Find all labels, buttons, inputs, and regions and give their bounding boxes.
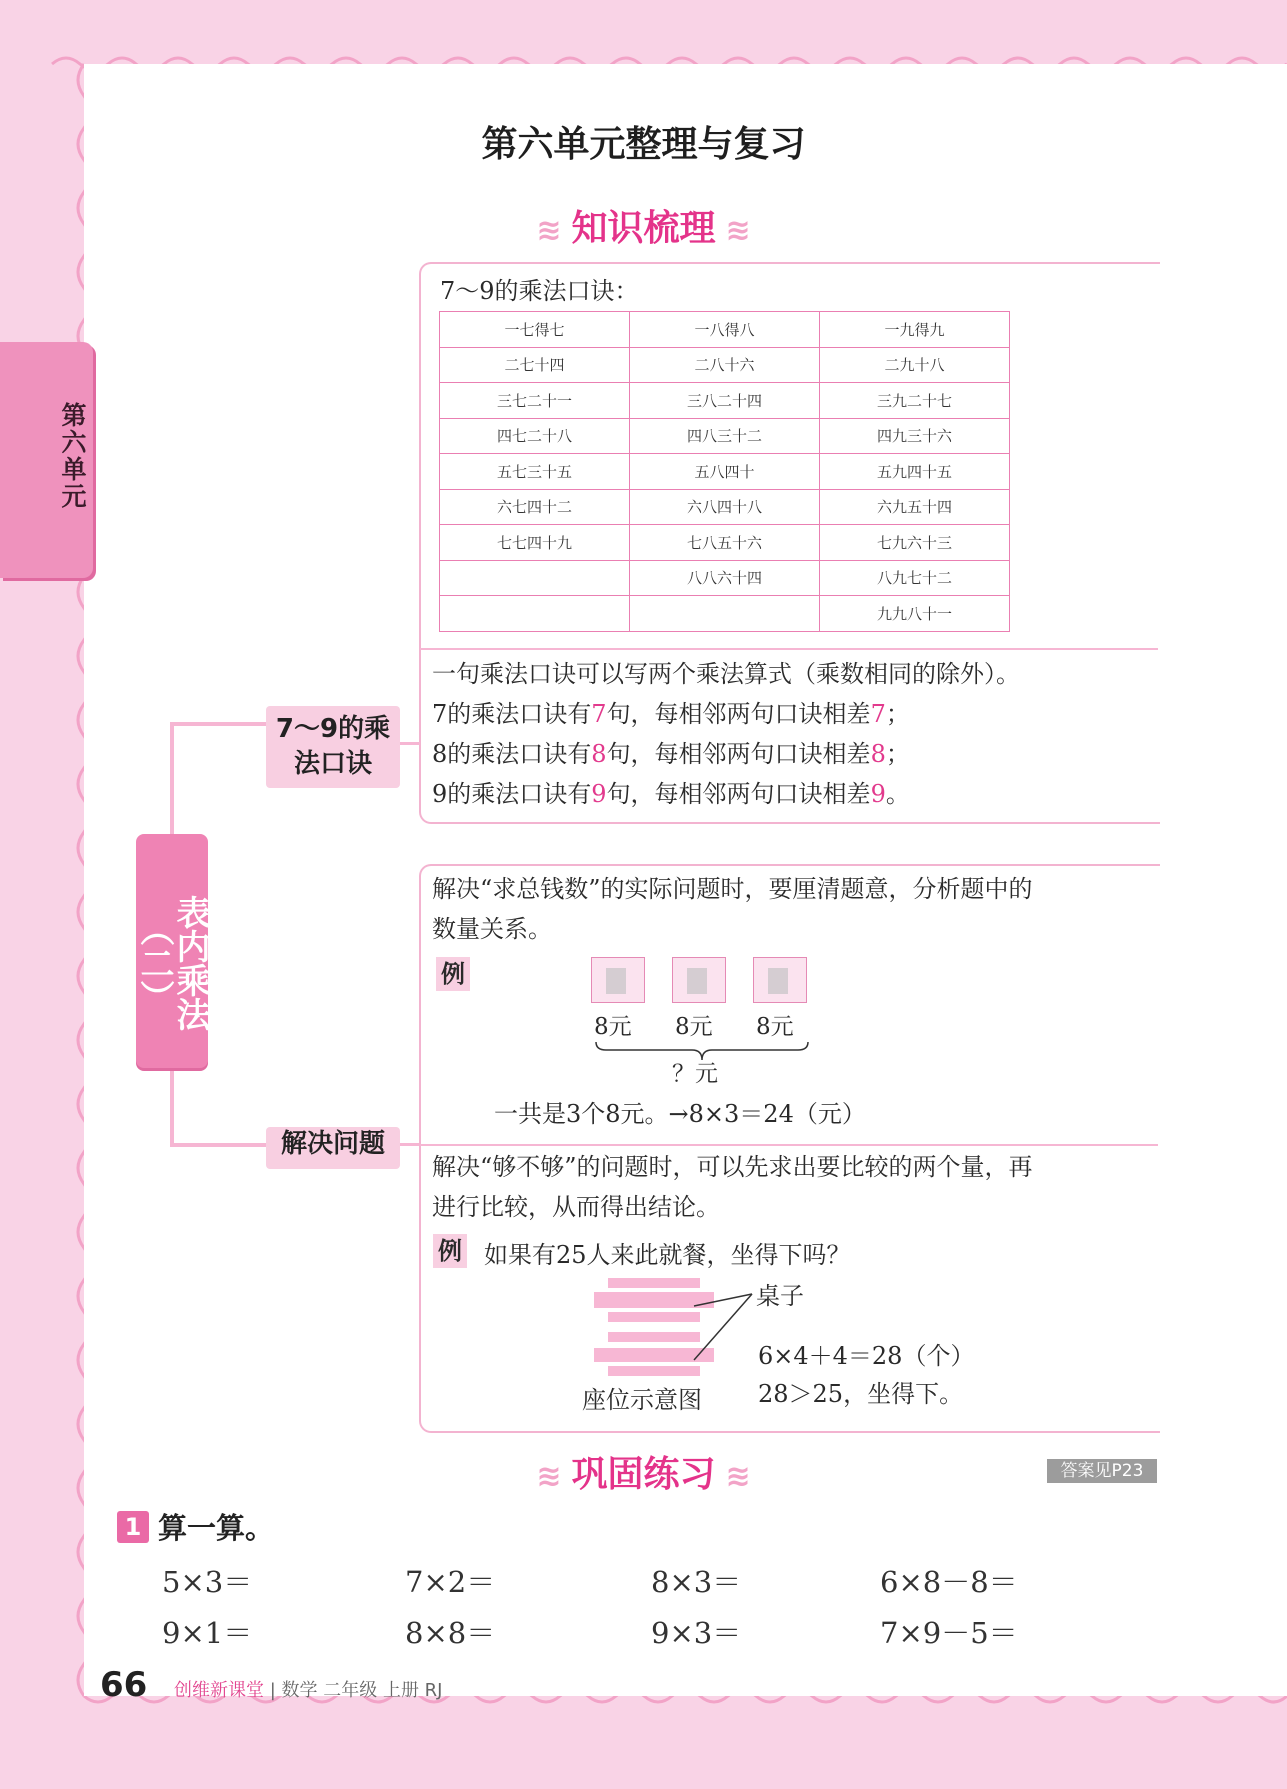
calc-item: 5×3＝ xyxy=(162,1565,253,1599)
tree-connector xyxy=(400,742,420,745)
table-cell: 一七得七 xyxy=(440,312,630,348)
wave-icon: ≋ xyxy=(536,1459,562,1494)
table-row xyxy=(440,347,1010,383)
footer-brand: 创维新课堂 xyxy=(174,1680,264,1701)
rule-line-4 xyxy=(432,774,910,814)
multiplication-table xyxy=(439,311,1010,632)
rule-number: 9 xyxy=(591,780,607,808)
table-cell: 六七四十二 xyxy=(440,489,630,525)
rule-number: 7 xyxy=(591,700,607,728)
table-cell: 二八十六 xyxy=(630,347,820,383)
table-cell xyxy=(440,596,630,632)
gift-box-icon xyxy=(591,957,645,1003)
pointer-lines xyxy=(690,1284,760,1364)
table-cell: 七八五十六 xyxy=(630,525,820,561)
rule-text: ； xyxy=(885,740,910,768)
price-label: 8元 xyxy=(594,1014,632,1040)
problem2-calc-2: 28＞25，坐得下。 xyxy=(758,1380,964,1408)
table-cell: 一八得八 xyxy=(630,312,820,348)
table-row xyxy=(440,560,1010,596)
table-cell: 五七三十五 xyxy=(440,454,630,490)
calc-item: 6×8－8＝ xyxy=(880,1565,1018,1599)
calc-item: 9×1＝ xyxy=(162,1616,253,1650)
price-label: 8元 xyxy=(756,1014,794,1040)
rule-text: 9的乘法口诀有 xyxy=(432,780,592,808)
tree-connector xyxy=(170,1066,174,1146)
table-cell: 五九四十五 xyxy=(820,454,1010,490)
rule-text: 句，每相邻两句口诀相差 xyxy=(606,740,871,768)
calc-item: 7×9－5＝ xyxy=(880,1616,1018,1650)
table-cell: 七九六十三 xyxy=(820,525,1010,561)
example-tag: 例 xyxy=(436,957,470,991)
divider xyxy=(420,648,1158,650)
table-row xyxy=(440,454,1010,490)
wave-icon: ≋ xyxy=(536,213,562,248)
price-label: 8元 xyxy=(675,1014,713,1040)
tree-connector xyxy=(170,1143,266,1147)
table-cell: 四九三十六 xyxy=(820,418,1010,454)
seat-caption: 座位示意图 xyxy=(582,1386,702,1414)
table-cell: 一九得九 xyxy=(820,312,1010,348)
tree-connector xyxy=(400,1143,420,1146)
table-cell: 七七四十九 xyxy=(440,525,630,561)
table-cell: 四七二十八 xyxy=(440,418,630,454)
table-cell: 三八二十四 xyxy=(630,383,820,419)
unit-side-tab xyxy=(0,342,93,578)
rule-text: ； xyxy=(885,700,910,728)
rule-text: 7的乘法口诀有 xyxy=(432,700,592,728)
rule-line-2 xyxy=(432,694,910,734)
gift-box-icon xyxy=(672,957,726,1003)
table-cell: 二七十四 xyxy=(440,347,630,383)
section-practice-label: 巩固练习 xyxy=(571,1454,716,1495)
table-cell: 三九二十七 xyxy=(820,383,1010,419)
answer-reference-badge: 答案见P23 xyxy=(1047,1459,1157,1483)
calc-item: 9×3＝ xyxy=(651,1616,742,1650)
example-tag: 例 xyxy=(433,1234,467,1268)
tree-node-multiplication: 7～9的乘法口诀 xyxy=(266,706,400,788)
calc-item: 8×8＝ xyxy=(405,1616,496,1650)
rule-text: 句，每相邻两句口诀相差 xyxy=(606,780,871,808)
tree-root-node: 表内乘法（二） xyxy=(136,834,208,1068)
table-cell: 二九十八 xyxy=(820,347,1010,383)
wave-icon: ≋ xyxy=(725,213,751,248)
table-cell: 九九八十一 xyxy=(820,596,1010,632)
table-cell xyxy=(630,596,820,632)
problem2-desc-line2: 进行比较，从而得出结论。 xyxy=(432,1193,720,1221)
table-cell: 八九七十二 xyxy=(820,560,1010,596)
table-cell: 八八六十四 xyxy=(630,560,820,596)
rule-line-1: 一句乘法口诀可以写两个乘法算式（乘数相同的除外）。 xyxy=(432,660,1020,688)
problem1-solution: 一共是3个8元。→8×3＝24（元） xyxy=(494,1100,866,1128)
tree-node-problem-solving: 解决问题 xyxy=(266,1127,400,1169)
rule-text: 8的乘法口诀有 xyxy=(432,740,592,768)
tree-connector xyxy=(170,722,174,836)
table-label: 桌子 xyxy=(756,1282,804,1310)
table-row xyxy=(440,596,1010,632)
table-cell: 六九五十四 xyxy=(820,489,1010,525)
page-title: 第六单元整理与复习 xyxy=(481,124,806,165)
question-title: 算一算。 xyxy=(158,1511,275,1545)
wave-icon: ≋ xyxy=(725,1459,751,1494)
footer-text: 创维新课堂 | 数学 二年级 上册 RJ xyxy=(174,1680,443,1701)
section-knowledge-label: 知识梳理 xyxy=(571,208,716,249)
table-caption: 7～9的乘法口诀： xyxy=(440,277,639,305)
table-row xyxy=(440,489,1010,525)
rule-line-3 xyxy=(432,734,910,774)
rule-text: 。 xyxy=(885,780,910,808)
unknown-total: ？元 xyxy=(672,1061,718,1087)
section-knowledge xyxy=(0,200,1287,251)
table-row xyxy=(440,383,1010,419)
problem1-desc-line2: 数量关系。 xyxy=(432,915,552,943)
rule-number: 8 xyxy=(870,740,886,768)
side-tab-label: 第六单元 xyxy=(58,402,87,510)
table-row xyxy=(440,418,1010,454)
page-number: 66 xyxy=(100,1665,148,1705)
rule-text: 句，每相邻两句口诀相差 xyxy=(606,700,871,728)
problem2-question: 如果有25人来此就餐，坐得下吗？ xyxy=(484,1241,851,1269)
gift-box-icon xyxy=(753,957,807,1003)
rule-number: 9 xyxy=(870,780,886,808)
calc-item: 8×3＝ xyxy=(651,1565,742,1599)
problem1-desc-line1: 解决“求总钱数”的实际问题时，要厘清题意，分析题中的 xyxy=(432,875,1033,903)
problem2-desc-line1: 解决“够不够”的问题时，可以先求出要比较的两个量，再 xyxy=(432,1153,1033,1181)
table-row xyxy=(440,525,1010,561)
divider xyxy=(420,1144,1158,1146)
table-cell xyxy=(440,560,630,596)
calc-item: 7×2＝ xyxy=(405,1565,496,1599)
table-cell: 五八四十 xyxy=(630,454,820,490)
footer-info: 数学 二年级 上册 RJ xyxy=(281,1680,443,1701)
question-number: 1 xyxy=(117,1511,149,1543)
table-cell: 四八三十二 xyxy=(630,418,820,454)
table-cell: 六八四十八 xyxy=(630,489,820,525)
table-cell: 三七二十一 xyxy=(440,383,630,419)
table-row xyxy=(440,312,1010,348)
problem2-calc-1: 6×4＋4＝28（个） xyxy=(758,1342,975,1370)
rule-number: 8 xyxy=(591,740,607,768)
tree-connector xyxy=(170,722,266,726)
rule-number: 7 xyxy=(870,700,886,728)
